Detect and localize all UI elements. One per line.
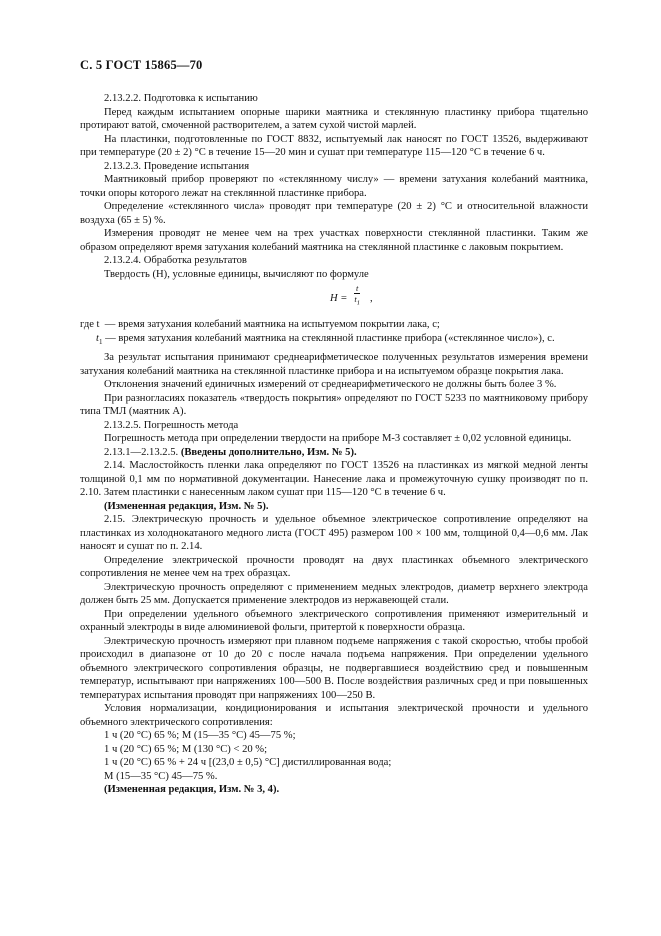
paragraph-electrical-strength: 2.15. Электрическую прочность и удельное объемное электрическое сопротивление определяют на пластинках из холоднокатаного медного листа (ГОСТ 495) размером 100 × 100 мм, толщиной 0,4—0,6 мм. Лак наносят и сушат по п. 2.14. xyxy=(80,514,588,553)
paragraph-preparation: Перед каждым испытанием опорные шарики маятника и стеклянную пластинку прибора тщательно протирают ватой, смоченной растворителем, а затем сухой чистой марлей. xyxy=(80,106,588,131)
condition-line-4: М (15—35 °С) 45—75 %. xyxy=(104,770,218,782)
paragraph-glass-number: Маятниковый прибор проверяют по «стеклянному числу» — времени затухания колебаний маятника, точки опоры которого лежат на стеклянной пластинке прибора. xyxy=(80,174,588,199)
section-2-13-2-4-heading: 2.13.2.4. Обработка результатов xyxy=(104,255,247,266)
paragraph-deviation: Отклонения значений единичных измерений от среднеарифметического не должны быть более 3 %. xyxy=(104,379,557,391)
formula-numerator: t xyxy=(356,283,359,293)
paragraph-conditions-intro: Условия нормализации, кондиционирования и испытания электрической прочности и удельного объемного электрического сопротивления: xyxy=(80,703,588,728)
paragraph-method-error: Погрешность метода при определении твердости на приборе М-3 составляет ± 0,02 условной единицы. xyxy=(104,433,572,445)
condition-line-3: 1 ч (20 °С) 65 % + 24 ч [(23,0 ± 0,5) °С] дистиллированная вода; xyxy=(104,757,392,769)
paragraph-electrical-strength-samples: Определение электрической прочности проводят на двух пластинках объемного электрического сопротивления не менее чем на трех образцах. xyxy=(80,554,588,580)
document-body xyxy=(80,92,588,797)
amendment-note-added: (Введены дополнительно, Изм. № 5). xyxy=(180,446,357,458)
paragraph-voltage-procedure: Электрическую прочность измеряют при плавном подъеме напряжения с такой скоростью, чтобы пробой происходил в диапазоне от 10 до 20 с после начала подъема напряжения. При определении удельного объемного электрического сопротивления образцы, не подвергавшиеся воздействию сред и повышенным температур, испытывают при напряжениях 100—500 В. После воздействия различных сред и при повышенных температурах испытания проводят при напряжениях 100—250 В. xyxy=(80,635,588,701)
paragraph-hardness-formula-intro: Твердость (Н), условные единицы, вычисляют по формуле xyxy=(104,268,369,280)
paragraph-measurements: Измерения проводят не менее чем на трех участках поверхности стеклянной пластинки. Таким же образом определяют время затухания колебаний маятника на стеклянной пластинке с лаковым покрытием. xyxy=(80,228,588,253)
hardness-formula xyxy=(80,284,588,312)
paragraph-plates: На пластинки, подготовленные по ГОСТ 8832, испытуемый лак наносят по ГОСТ 13526, выдерживают при температуре (20 ± 2) °С в течение 15—20 мин и сушат при температуре 115—120 °С в течение 6 ч. xyxy=(80,133,588,158)
paragraph-resistance-electrodes: При определении удельного объемного электрического сопротивления применяют измерительный и охранный электроды в виде алюминиевой фольги, притертой к поверхности образца. xyxy=(80,608,588,634)
formula-legend-t1 xyxy=(80,332,588,350)
paragraph-amendment-5-intro: 2.13.1—2.13.2.5. (Введены дополнительно, Изм. № 5). xyxy=(104,446,357,458)
section-2-13-2-3-heading: 2.13.2.3. Проведение испытания xyxy=(104,160,250,172)
paragraph-oil-resistance: 2.14. Маслостойкость пленки лака определяют по ГОСТ 13526 на пластинках из мягкой медной ленты толщиной 0,1 мм по нормативной документации. Нанесение лака и промежуточную сушку производят по п. 2.10. Затем пластинки с нанесенным лаком сушат при 115—120 °С в течение 6 ч. xyxy=(80,460,588,499)
condition-line-1: 1 ч (20 °С) 65 %; М (15—35 °С) 45—75 %; xyxy=(104,730,296,742)
section-2-13-2-5-heading: 2.13.2.5. Погрешность метода xyxy=(104,419,239,431)
paragraph-result: За результат испытания принимают среднеарифметическое полученных результатов измерения времени затухания колебаний маятника на стеклянной пластинке прибора и на испытуемом образце покрытия лака. xyxy=(80,352,588,377)
paragraph-disagreement: При разногласиях показатель «твердость покрытия» определяют по ГОСТ 5233 по маятниковому прибору типа ТМЛ (маятник А). xyxy=(80,392,588,418)
legend-t1-definition: время затухания колебаний маятника на стеклянной пластинке прибора («стеклянное число»), с. xyxy=(118,332,555,344)
formula-legend-t xyxy=(80,318,588,332)
legend-t-definition: время затухания колебаний маятника на испытуемом покрытии лака, с; xyxy=(118,319,440,330)
paragraph-electrodes: Электрическую прочность определяют с применением медных электродов, диаметр верхнего электрода должен быть 25 мм. Допускается применение электродов из нержавеющей стали. xyxy=(80,581,588,607)
formula-lhs: H = xyxy=(330,293,348,304)
formula-tail: , xyxy=(370,293,373,304)
legend-t-symbol: где t — xyxy=(80,319,116,330)
section-2-13-2-2-heading: 2.13.2.2. Подготовка к испытанию xyxy=(104,93,258,104)
legend-t1-symbol: $t_1$ — xyxy=(96,332,116,346)
page-header: С. 5 ГОСТ 15865—70 xyxy=(80,58,203,72)
condition-line-2: 1 ч (20 °С) 65 %; М (130 °С) < 20 %; xyxy=(104,743,268,755)
paragraph-glass-number-conditions: Определение «стеклянного числа» проводят при температуре (20 ± 2) °С и относительной влажности воздуха (65 ± 5) %. xyxy=(80,201,588,226)
formula-denominator: $t_1$ xyxy=(354,294,360,307)
formula-fraction xyxy=(354,284,360,308)
amendment-note-revised-5: (Измененная редакция, Изм. № 5). xyxy=(104,500,269,512)
amendment-note-revised-3-4: (Измененная редакция, Изм. № 3, 4). xyxy=(104,784,280,796)
